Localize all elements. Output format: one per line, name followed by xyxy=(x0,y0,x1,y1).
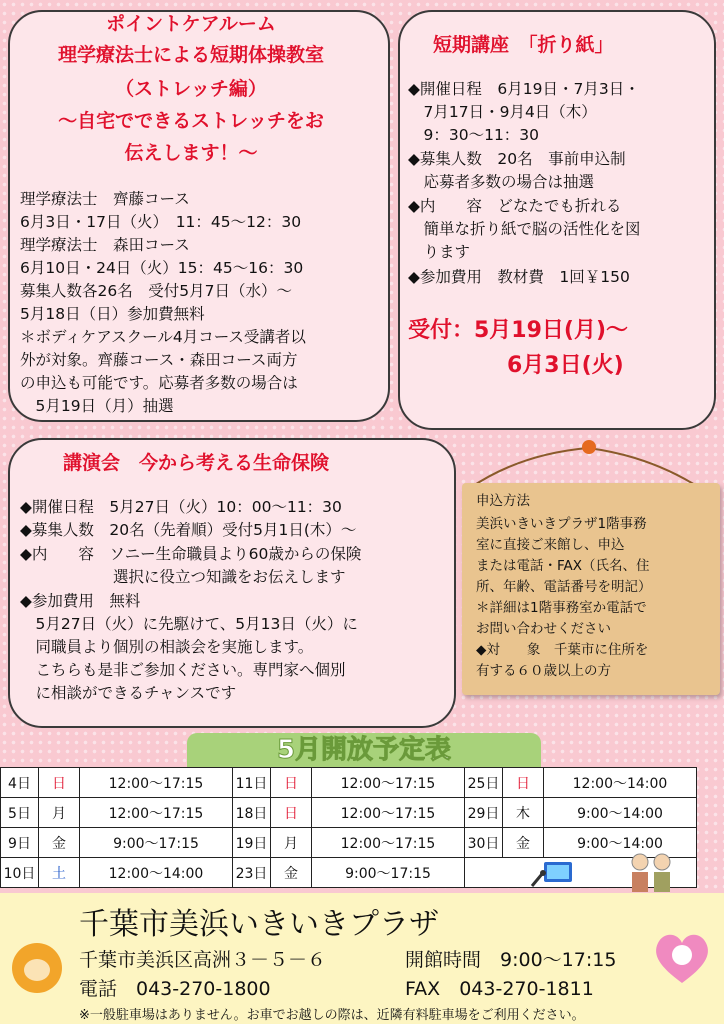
schedule-weekday: 金 xyxy=(271,858,312,888)
schedule-weekday: 木 xyxy=(503,798,544,828)
schedule-hours: 12:00～17:15 xyxy=(80,798,233,828)
stretch-title-line: ポイントケアルーム xyxy=(106,13,276,35)
lecture-title: 講演会 今から考える生命保険 xyxy=(63,452,330,474)
memo-line: お問い合わせください xyxy=(476,621,611,637)
stretch-title-line: （ストレッチ編） xyxy=(115,78,267,100)
lecture-text-line: ◆開催日程 5月27日（火）10：00～11：30 xyxy=(20,498,342,516)
pin-icon xyxy=(582,440,596,454)
schedule-hours: 12:00～14:00 xyxy=(544,768,697,798)
memo-line: 申込方法 xyxy=(476,493,530,509)
stretch-text-line: 6月3日・17日（火） 11：45～12：30 xyxy=(20,213,302,231)
stretch-title-line: 理学療法士による短期体操教室 xyxy=(57,44,324,66)
schedule-date: 30日 xyxy=(465,828,503,858)
origami-text-line: 応募者多数の場合は抽選 xyxy=(408,173,595,191)
stretch-text-line: 募集人数各26名 受付5月7日（水）～ xyxy=(20,282,292,300)
schedule-date: 9日 xyxy=(1,828,39,858)
heart-mascot-icon xyxy=(650,925,714,989)
stretch-text-line: の申込も可能です。応募者多数の場合は xyxy=(20,374,298,392)
memo-line: 室に直接ご来館し、申込 xyxy=(476,537,625,553)
schedule-date: 10日 xyxy=(1,858,39,888)
origami-text-line: ◆開催日程 6月19日・7月3日・ xyxy=(408,80,640,98)
schedule-hours: 12:00～17:15 xyxy=(312,828,465,858)
lecture-text-line: 5月27日（火）に先駆けて、5月13日（火）に xyxy=(20,615,358,633)
stretch-text-line: 6月10日・24日（火）15：45～16：30 xyxy=(20,259,304,277)
memo-line: 所、年齢、電話番号を明記） xyxy=(476,579,652,595)
lecture-text-line: ◆内 容 ソニー生命職員より60歳からの保険 xyxy=(20,545,362,563)
memo-line: または電話・FAX（氏名、住 xyxy=(476,558,650,574)
lecture-text-line: 同職員より個別の相談会を実施します。 xyxy=(20,638,314,656)
schedule-row xyxy=(1,858,697,888)
lecture-text-line: に相談ができるチャンスです xyxy=(20,684,237,702)
memo-line: ◆対 象 千葉市に住所を xyxy=(476,642,649,658)
schedule-row xyxy=(1,828,697,858)
origami-text-line: 簡単な折り紙で脳の活性化を図 xyxy=(408,220,641,238)
stretch-title-line: ～自宅でできるストレッチをお xyxy=(58,110,324,132)
schedule-hours: 12:00～17:15 xyxy=(80,768,233,798)
stretch-text-line: 5月18日（日）参加費無料 xyxy=(20,305,205,323)
schedule-weekday: 日 xyxy=(503,768,544,798)
schedule-weekday: 金 xyxy=(39,828,80,858)
lecture-text-line: ◆参加費用 無料 xyxy=(20,592,141,610)
schedule-hours: 9:00～17:15 xyxy=(80,828,233,858)
stretch-text-line: ＊ボディケアスクール4月コース受講者以 xyxy=(20,328,306,346)
schedule-title: 5月開放予定表 xyxy=(276,735,452,765)
stretch-text-line: 理学療法士 森田コース xyxy=(20,236,190,254)
origami-text-line: 9：30～11：30 xyxy=(408,126,540,144)
bear-mascot-icon xyxy=(12,943,62,993)
lecture-text-line: こちらも是非ご参加ください。専門家へ個別 xyxy=(20,661,346,679)
origami-text-line: ◆募集人数 20名 事前申込制 xyxy=(408,150,626,168)
schedule-date: 18日 xyxy=(233,798,271,828)
lecture-text-line: 選択に役立つ知識をお伝えします xyxy=(20,568,346,586)
elderly-couple-icon xyxy=(622,850,682,892)
schedule-weekday: 月 xyxy=(271,828,312,858)
phone-number: 電話 043-270-1800 xyxy=(79,978,271,1000)
schedule-hours: 9:00～14:00 xyxy=(544,798,697,828)
origami-title: 短期講座 「折り紙」 xyxy=(433,34,614,56)
schedule-weekday: 日 xyxy=(271,798,312,828)
schedule-hours: 12:00～17:15 xyxy=(312,768,465,798)
schedule-hours: 9:00～17:15 xyxy=(312,858,465,888)
origami-text-line: ◆内 容 どなたでも折れる xyxy=(408,197,622,215)
schedule-weekday: 日 xyxy=(39,768,80,798)
schedule-hours: 9:00～14:00 xyxy=(544,828,697,858)
schedule-date: 4日 xyxy=(1,768,39,798)
parking-note: ※一般駐車場はありません。お車でお越しの際は、近隣有料駐車場をご利用ください。 xyxy=(79,1008,585,1023)
schedule-date: 5日 xyxy=(1,798,39,828)
memo-line: ＊詳細は1階事務室か電話で xyxy=(476,600,647,616)
schedule-table xyxy=(0,767,697,888)
lecture-text-line: ◆募集人数 20名（先着順）受付5月1日(木）～ xyxy=(20,521,357,539)
origami-reception: 6月3日(火) xyxy=(507,353,624,378)
schedule-date: 23日 xyxy=(233,858,271,888)
stretch-text-line: 理学療法士 齊藤コース xyxy=(20,190,190,208)
origami-text-line: ります xyxy=(408,243,471,261)
schedule-date: 25日 xyxy=(465,768,503,798)
memo-line: 美浜いきいきプラザ1階事務 xyxy=(476,516,647,532)
schedule-hours: 12:00～17:15 xyxy=(312,798,465,828)
schedule-weekday: 月 xyxy=(39,798,80,828)
memo-line: 有する６０歳以上の方 xyxy=(476,663,611,679)
schedule-row xyxy=(1,768,697,798)
facility-address: 千葉市美浜区高洲３－５－６ xyxy=(79,949,327,971)
schedule-date: 29日 xyxy=(465,798,503,828)
karaoke-icon xyxy=(528,860,576,890)
facility-name: 千葉市美浜いきいきプラザ xyxy=(79,907,439,942)
schedule-weekday: 土 xyxy=(39,858,80,888)
schedule-weekday: 日 xyxy=(271,768,312,798)
schedule-row xyxy=(1,798,697,828)
fax-number: FAX 043-270-1811 xyxy=(405,978,594,1000)
opening-hours: 開館時間 9:00～17:15 xyxy=(405,949,617,971)
schedule-date: 11日 xyxy=(233,768,271,798)
stretch-text-line: 外が対象。齊藤コース・森田コース両方 xyxy=(20,351,298,369)
origami-reception: 受付：5月19日(月)～ xyxy=(408,318,629,343)
schedule-weekday: 金 xyxy=(503,828,544,858)
stretch-title-line: 伝えします！～ xyxy=(124,142,258,164)
schedule-date: 19日 xyxy=(233,828,271,858)
origami-text-line: 7月17日・9月4日（木） xyxy=(408,103,597,121)
schedule-hours: 12:00～14:00 xyxy=(80,858,233,888)
stretch-text-line: 5月19日（月）抽選 xyxy=(20,397,174,415)
origami-text-line: ◆参加費用 教材費 1回￥150 xyxy=(408,268,630,286)
